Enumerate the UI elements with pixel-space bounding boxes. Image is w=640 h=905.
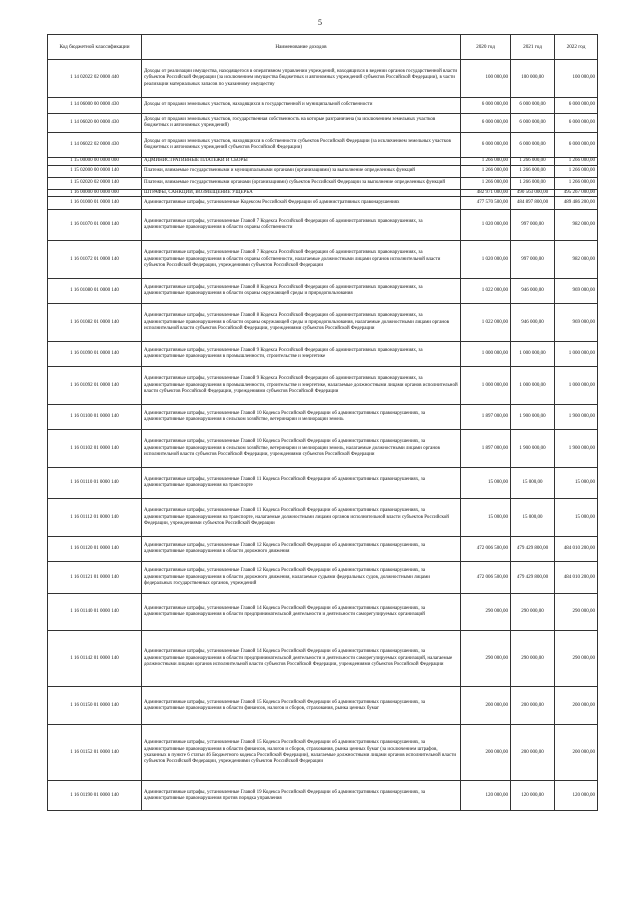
row-code: 1 16 01110 01 0000 140: [48, 468, 142, 499]
row-value-2022: 1 266 000,00: [555, 166, 598, 178]
row-code: 1 14 06022 02 0000 430: [48, 133, 142, 158]
row-name: Административные штрафы, установленные Главой 11 Кодекса Российской Федерации об административных правонарушениях, за административные правонарушения на транспорте: [142, 468, 461, 499]
row-value-2022: 1 266 000,00: [555, 178, 598, 190]
header-code: Код бюджетной классификации: [48, 35, 142, 60]
row-code: 1 16 01120 01 0000 140: [48, 537, 142, 562]
page-number: 5: [318, 18, 322, 27]
row-value-2022: 969 000,00: [555, 279, 598, 304]
row-name: Доходы от реализации имущества, находящегося в оперативном управлении учреждений, находящихся в ведении органов государственной власти субъектов Российской Федерации (за исключением имущества бюджетных и автономных учреждений субъектов Российской Федерации), в части реализации материальных запасов по указанному имуществу: [142, 60, 461, 98]
row-name: Административные штрафы, установленные Главой 9 Кодекса Российской Федерации об административных правонарушениях, за административные правонарушения в промышленности, строительстве и энергетике: [142, 342, 461, 367]
row-value-2020: 1 000 000,00: [461, 367, 511, 405]
row-value-2020: 1 266 000,00: [461, 166, 511, 178]
row-name: ШТРАФЫ, САНКЦИИ, ВОЗМЕЩЕНИЕ УЩЕРБА: [142, 190, 461, 197]
row-code: 1 16 01150 01 0000 140: [48, 687, 142, 725]
row-value-2022: 100 000,00: [555, 60, 598, 98]
row-value-2022: 495 267 000,00: [555, 190, 598, 197]
row-value-2021: 290 000,00: [511, 594, 555, 631]
header-2022: 2022 год: [555, 35, 598, 60]
row-value-2020: 472 006 500,00: [461, 537, 511, 562]
row-value-2022: 484 010 200,00: [555, 562, 598, 594]
table-row: [48, 781, 598, 811]
row-name: Административные штрафы, установленные Главой 10 Кодекса Российской Федерации об административных правонарушениях, за административные правонарушения в сельском хозяйстве, ветеринарии и мелиорации земель: [142, 405, 461, 430]
row-value-2020: 120 000,00: [461, 781, 511, 811]
row-value-2022: 1 900 000,00: [555, 430, 598, 468]
row-value-2020: 6 000 000,00: [461, 98, 511, 114]
row-name: Административные штрафы, установленные Главой 11 Кодекса Российской Федерации об административных правонарушениях, за административные правонарушения на транспорте, налагаемые должностными лицами органов исполнительной власти субъектов Российской Федерации, учреждениями субъектов Российской Федерации: [142, 499, 461, 537]
row-code: 1 16 01152 01 0000 140: [48, 725, 142, 781]
row-name: Платежи, взимаемые государственными и муниципальными органами (организациями) за выполнение определенных функций: [142, 166, 461, 178]
row-value-2020: 1 020 000,00: [461, 210, 511, 241]
row-name: АДМИНИСТРАТИВНЫЕ ПЛАТЕЖИ И СБОРЫ: [142, 158, 461, 166]
row-name: Административные штрафы, установленные Кодексом Российской Федерации об административных правонарушениях: [142, 197, 461, 210]
row-value-2021: 1 266 000,00: [511, 158, 555, 166]
row-code: 1 14 06020 00 0000 430: [48, 114, 142, 133]
header-name: Наименование доходов: [142, 35, 461, 60]
row-name: Административные штрафы, установленные Главой 7 Кодекса Российской Федерации об административных правонарушениях, за административные правонарушения в области охраны собственности: [142, 210, 461, 241]
row-value-2021: 479 429 800,00: [511, 562, 555, 594]
row-code: 1 16 01072 01 0000 140: [48, 241, 142, 279]
row-name: Административные штрафы, установленные Главой 15 Кодекса Российской Федерации об административных правонарушениях, за административные правонарушения в области финансов, налогов и сборов, страхования, рынка ценных бумаг (за исключением штрафов, указанных в пункте 6 статьи 46 Бюджетного кодекса Российской Федерации), налагаемые должностными лицами органов исполнительной власти субъектов Российской Федерации, учреждениями субъектов Российской Федерации: [142, 725, 461, 781]
row-code: 1 16 01142 01 0000 140: [48, 631, 142, 687]
row-name: Административные штрафы, установленные Главой 14 Кодекса Российской Федерации об административных правонарушениях, за административные правонарушения в области предпринимательской деятельности и деятельности саморегулируемых организаций: [142, 594, 461, 631]
row-code: 1 16 01140 01 0000 140: [48, 594, 142, 631]
row-value-2021: 946 000,00: [511, 279, 555, 304]
row-name: Административные штрафы, установленные Главой 10 Кодекса Российской Федерации об административных правонарушениях, за административные правонарушения в сельском хозяйстве, ветеринарии и мелиорации земель, налагаемые должностными лицами органов исполнительной власти субъектов Российской Федерации, учреждениями субъектов Российской Федерации: [142, 430, 461, 468]
table-row: [48, 210, 598, 241]
table-row: [48, 60, 598, 98]
table-row: [48, 725, 598, 781]
table-row: [48, 190, 598, 197]
table-row: [48, 197, 598, 210]
row-name: Административные штрафы, установленные Главой 8 Кодекса Российской Федерации об административных правонарушениях, за административные правонарушения в области охраны окружающей среды и природопользования: [142, 279, 461, 304]
table-row: [48, 468, 598, 499]
row-value-2022: 489 486 200,00: [555, 197, 598, 210]
row-value-2022: 200 000,00: [555, 687, 598, 725]
row-name: Административные штрафы, установленные Главой 8 Кодекса Российской Федерации об административных правонарушениях, за административные правонарушения в области охраны окружающей среды и природопользования, налагаемые должностными лицами органов исполнительной власти субъектов Российской Федерации, учреждениями субъектов Российской Федерации: [142, 304, 461, 342]
row-name: Административные штрафы, установленные Главой 12 Кодекса Российской Федерации об административных правонарушениях, за административные правонарушения в области дорожного движения: [142, 537, 461, 562]
row-value-2020: 477 570 500,00: [461, 197, 511, 210]
row-code: 1 16 01112 01 0000 140: [48, 499, 142, 537]
table-row: [48, 98, 598, 114]
row-value-2021: 1 900 000,00: [511, 405, 555, 430]
header-2021: 2021 год: [511, 35, 555, 60]
table-row: [48, 279, 598, 304]
row-value-2022: 290 000,00: [555, 631, 598, 687]
table-row: [48, 241, 598, 279]
row-name: Административные штрафы, установленные Главой 19 Кодекса Российской Федерации об административных правонарушениях, за административные правонарушения против порядка управления: [142, 781, 461, 811]
row-value-2021: 484 897 800,00: [511, 197, 555, 210]
row-code: 1 16 01121 01 0000 140: [48, 562, 142, 594]
table-row: [48, 430, 598, 468]
table-row: [48, 166, 598, 178]
table-row: [48, 687, 598, 725]
row-code: 1 15 00000 00 0000 000: [48, 158, 142, 166]
row-value-2022: 290 000,00: [555, 594, 598, 631]
row-value-2020: 1 020 000,00: [461, 241, 511, 279]
row-code: 1 16 01190 01 0000 140: [48, 781, 142, 811]
row-value-2020: 472 006 500,00: [461, 562, 511, 594]
table-row: [48, 499, 598, 537]
row-name: Платежи, взимаемые государственными органами (организациями) субъектов Российской Федерации за выполнение определенных функций: [142, 178, 461, 190]
row-name: Доходы от продажи земельных участков, государственная собственность на которые разграничена (за исключением земельных участков бюджетных и автономных учреждений): [142, 114, 461, 133]
row-name: Доходы от продажи земельных участков, находящихся в собственности субъектов Российской Федерации (за исключением земельных участков бюджетных и автономных учреждений субъектов Российской Федерации): [142, 133, 461, 158]
row-value-2020: 15 000,00: [461, 499, 511, 537]
row-name: Административные штрафы, установленные Главой 14 Кодекса Российской Федерации об административных правонарушениях, за административные правонарушения в области предпринимательской деятельности и деятельности саморегулируемых организаций, налагаемые должностными лицами органов исполнительной власти субъектов Российской Федерации, учреждениями субъектов Российской Федерации: [142, 631, 461, 687]
row-code: 1 16 01080 01 0000 140: [48, 279, 142, 304]
row-value-2022: 6 000 000,00: [555, 114, 598, 133]
row-code: 1 16 01070 01 0000 140: [48, 210, 142, 241]
row-name: Административные штрафы, установленные Главой 9 Кодекса Российской Федерации об административных правонарушениях, за административные правонарушения в промышленности, строительстве и энергетике, налагаемые должностными лицами органов исполнительной власти субъектов Российской Федерации, учреждениями субъектов Российской Федерации: [142, 367, 461, 405]
table-row: [48, 178, 598, 190]
row-code: 1 14 02022 02 0000 440: [48, 60, 142, 98]
row-value-2021: 15 000,00: [511, 468, 555, 499]
row-value-2021: 1 900 000,00: [511, 430, 555, 468]
row-code: 1 16 01090 01 0000 140: [48, 342, 142, 367]
table-row: [48, 594, 598, 631]
header-2020: 2020 год: [461, 35, 511, 60]
row-value-2022: 15 000,00: [555, 499, 598, 537]
table-row: [48, 133, 598, 158]
row-value-2022: 1 000 000,00: [555, 367, 598, 405]
table-row: [48, 342, 598, 367]
row-value-2022: 1 000 000,00: [555, 342, 598, 367]
row-value-2022: 982 000,00: [555, 241, 598, 279]
row-value-2022: 120 000,00: [555, 781, 598, 811]
table-row: [48, 631, 598, 687]
row-value-2020: 100 000,00: [461, 60, 511, 98]
row-value-2022: 1 266 000,00: [555, 158, 598, 166]
row-value-2020: 290 000,00: [461, 594, 511, 631]
table-row: [48, 304, 598, 342]
row-value-2020: 1 022 000,00: [461, 304, 511, 342]
table-header-row: [48, 35, 598, 60]
row-value-2021: 997 000,00: [511, 241, 555, 279]
row-value-2021: 1 000 000,00: [511, 367, 555, 405]
row-name: Административные штрафы, установленные Главой 7 Кодекса Российской Федерации об административных правонарушениях, за административные правонарушения в области охраны собственности, налагаемые должностными лицами органов исполнительной власти субъектов Российской Федерации, учреждениями субъектов Российской Федерации: [142, 241, 461, 279]
row-value-2022: 969 000,00: [555, 304, 598, 342]
row-value-2020: 200 000,00: [461, 687, 511, 725]
row-value-2020: 290 000,00: [461, 631, 511, 687]
row-value-2020: 482 971 000,00: [461, 190, 511, 197]
row-code: 1 16 01082 01 0000 140: [48, 304, 142, 342]
row-value-2020: 1 000 000,00: [461, 342, 511, 367]
row-value-2021: 15 000,00: [511, 499, 555, 537]
row-name: Административные штрафы, установленные Главой 12 Кодекса Российской Федерации об административных правонарушениях, за административные правонарушения в области дорожного движения, налагаемые судьями федеральных судов, должностными лицами федеральных государственных органов, учреждений: [142, 562, 461, 594]
row-code: 1 14 06000 00 0000 430: [48, 98, 142, 114]
row-value-2021: 997 000,00: [511, 210, 555, 241]
row-code: 1 16 00000 00 0000 000: [48, 190, 142, 197]
row-value-2021: 1 266 000,00: [511, 178, 555, 190]
row-value-2021: 6 000 000,00: [511, 133, 555, 158]
row-value-2020: 1 022 000,00: [461, 279, 511, 304]
row-value-2022: 15 000,00: [555, 468, 598, 499]
row-value-2021: 120 000,00: [511, 781, 555, 811]
table-body: [48, 60, 598, 811]
row-code: 1 15 02000 00 0000 140: [48, 166, 142, 178]
row-value-2020: 15 000,00: [461, 468, 511, 499]
row-value-2022: 200 000,00: [555, 725, 598, 781]
table-row: [48, 537, 598, 562]
row-value-2020: 1 266 000,00: [461, 178, 511, 190]
row-value-2020: 1 897 000,00: [461, 430, 511, 468]
row-code: 1 16 01100 01 0000 140: [48, 405, 142, 430]
row-value-2020: 6 000 000,00: [461, 133, 511, 158]
row-value-2021: 290 000,00: [511, 631, 555, 687]
row-value-2021: 100 000,00: [511, 60, 555, 98]
row-value-2021: 490 563 000,00: [511, 190, 555, 197]
row-value-2022: 484 010 200,00: [555, 537, 598, 562]
row-code: 1 16 01000 01 0000 140: [48, 197, 142, 210]
row-value-2021: 1 000 000,00: [511, 342, 555, 367]
row-value-2022: 6 000 000,00: [555, 98, 598, 114]
revenue-table: [47, 34, 598, 811]
row-value-2021: 200 000,00: [511, 725, 555, 781]
row-value-2020: 1 897 000,00: [461, 405, 511, 430]
row-value-2021: 200 000,00: [511, 687, 555, 725]
row-value-2020: 200 000,00: [461, 725, 511, 781]
row-code: 1 15 02020 02 0000 140: [48, 178, 142, 190]
row-value-2020: 1 266 000,00: [461, 158, 511, 166]
row-value-2022: 982 000,00: [555, 210, 598, 241]
row-code: 1 16 01092 01 0000 140: [48, 367, 142, 405]
row-value-2022: 1 900 000,00: [555, 405, 598, 430]
row-value-2021: 946 000,00: [511, 304, 555, 342]
table-row: [48, 405, 598, 430]
table-row: [48, 158, 598, 166]
table-row: [48, 367, 598, 405]
row-name: Доходы от продажи земельных участков, находящихся в государственной и муниципальной собственности: [142, 98, 461, 114]
row-value-2021: 1 266 000,00: [511, 166, 555, 178]
row-value-2021: 6 000 000,00: [511, 98, 555, 114]
row-value-2020: 6 000 000,00: [461, 114, 511, 133]
table-row: [48, 562, 598, 594]
row-value-2021: 6 000 000,00: [511, 114, 555, 133]
row-value-2022: 6 000 000,00: [555, 133, 598, 158]
row-code: 1 16 01102 01 0000 140: [48, 430, 142, 468]
row-name: Административные штрафы, установленные Главой 15 Кодекса Российской Федерации об административных правонарушениях, за административные правонарушения в области финансов, налогов и сборов, страхования, рынка ценных бумаг: [142, 687, 461, 725]
row-value-2021: 479 429 800,00: [511, 537, 555, 562]
table-row: [48, 114, 598, 133]
